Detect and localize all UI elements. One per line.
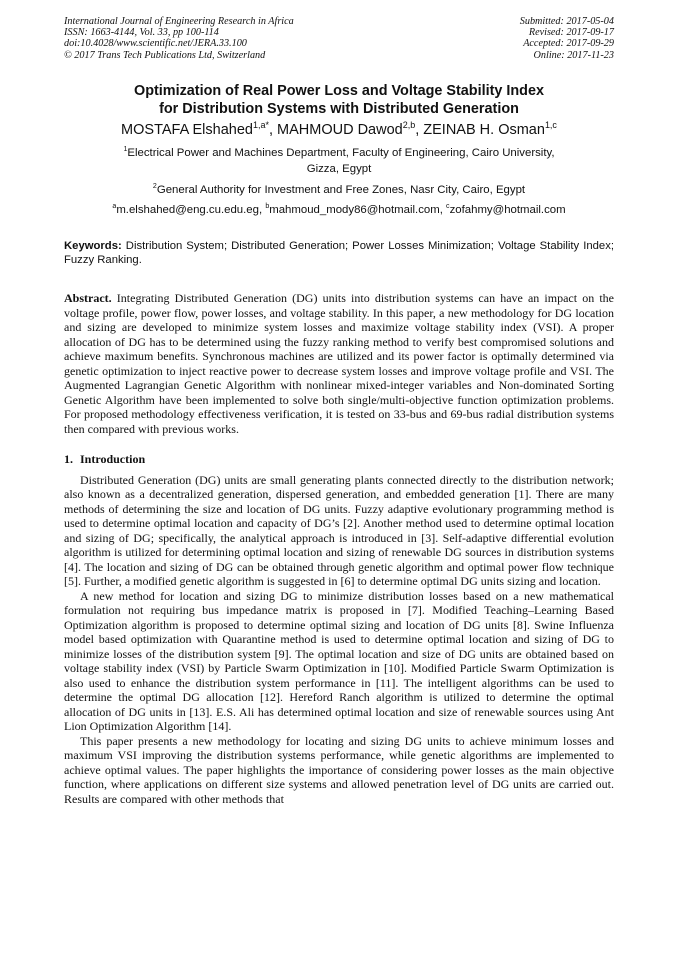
author-name: ZEINAB H. Osman [423,121,545,138]
email-link[interactable]: m.elshahed@eng.cu.edu.eg, [116,203,266,216]
affiliation-1 [64,145,614,177]
body-paragraph: Distributed Generation (DG) units are small generating plants connected directly to the distribution network; also known as a decentralized generation, dispersed generation, and embedded generation [1]. There are many methods of determining the size and location of DG units. Fuzzy adaptive evolutionary programming method is used to determine optimal location and capacity of DG’s [2]. Another method used to determine optimal location and sizing of DG; specifically, the analytical approach is introduced in [3]. Self-adaptive differential evolution algorithm is utilized for determining optimal location and sizing of renewable DG sources in distribution systems [4]. The location and sizing of DG can be obtained through genetic algorithm and optimal power flow technique [5]. Further, a modified genetic algorithm is suggested in [6] to determine optimal DG units sizing and location. [64,472,614,588]
affiliation-text: General Authority for Investment and Free Zones, Nasr City, Cairo, Egypt [156,183,526,196]
affiliation-superscript: 2 [152,183,157,191]
affiliation-2 [64,182,614,198]
submission-dates [520,16,614,61]
email-superscript: a [112,203,117,211]
email-superscript: c [446,203,450,211]
affiliation-text: Electrical Power and Machines Department, Faculty of Engineering, Cairo University, [127,146,555,159]
title-line-2: for Distribution Systems with Distributed Generation [159,100,519,117]
title-line-1: Optimization of Real Power Loss and Voltage Stability Index [134,82,544,99]
author-name: MOSTAFA Elshahed [121,121,253,138]
section-heading-introduction [64,452,614,467]
author-list [64,121,614,139]
doi-line: doi:10.4028/www.scientific.net/JERA.33.100 [64,38,247,50]
journal-name: International Journal of Engineering Research in Africa [64,16,294,27]
author-superscript: 1,a* [252,119,269,130]
section-number: 1. [64,452,73,466]
abstract-text: Integrating Distributed Generation (DG) units into distribution systems can have an impact on the voltage profile, power flow, power losses, and voltage stability. In this paper, a new methodology for DG location and sizing are developed to minimize system losses and maximize voltage stability index (VSI). A proper allocation of DG has to be determined using the fuzzy ranking method to verify best compromised solutions and achieve maximum benefits. Synchronous machines are utilized and its power factor is optimally determined via genetic optimization to inject reactive power to decrease system losses and improve voltage profile and VSI. The Augmented Lagrangian Genetic Algorithm with nonlinear mixed-integer variables and Non-dominated Sorting Genetic Algorithm have been implemented to solve both single/multi-objective function optimization problems. For proposed methodology effectiveness verification, it is tested on 33-bus and 69-bus radial distribution systems then compared with previous works. [64,291,615,436]
body-paragraph: This paper presents a new methodology for locating and sizing DG units to achieve minimum losses and maximum VSI improving the distribution systems performance, while genetic algorithms are implemented to achieve optimal values. The paper highlights the importance of considering power losses as the main objective function, where applications on different size systems and allowed penetration level of DG units are carried out. Results are compared with other methods that [64,733,614,806]
keywords-label: Keywords: [64,239,122,252]
author-emails [64,202,614,218]
author-superscript: 2,b [402,119,416,130]
submitted-date: Submitted: 2017-05-04 [519,16,614,27]
author-separator: , [415,121,424,138]
abstract-label: Abstract. [64,291,112,305]
body-paragraph: A new method for location and sizing DG to minimize distribution losses based on a new mathematical formulation not requiring bus impedance matrix is proposed in [7]. Modified Teaching–Learning Based Optimization algorithm is proposed to determine optimal sizing and location of DG units [8]. Swine Influenza model based optimization with Quarantine method is used to determine optimal location and sizing of DG to minimize losses of the distribution system [9]. The optimal location and size of DG units are obtained based on voltage stability index (VSI) by Particle Swarm Optimization in [10]. Modified Particle Swarm Optimization is also used to enhance the distribution system performance in [11]. The intelligent algorithms can be used to determine the optimal DG allocation [12]. Hereford Ranch algorithm is utilized to determine the optimal allocation of DG units in [13]. E.S. Ali has determined optimal location and size of renewable sources using Ant Lion Optimization Algorithm [14]. [64,588,614,733]
email-link[interactable]: zofahmy@hotmail.com [449,203,566,216]
email-superscript: b [265,203,270,211]
author-superscript: 1,c [544,119,557,130]
keywords-text: Distribution System; Distributed Generation; Power Losses Minimization; Voltage Stability Index; Fuzzy Ranking. [64,239,614,267]
paper-title [64,82,614,118]
accepted-date: Accepted: 2017-09-29 [523,38,614,50]
affiliation-text: Gizza, Egypt [306,162,372,175]
author-separator: , [268,121,278,138]
abstract [64,291,614,436]
online-date: Online: 2017-11-23 [533,49,614,61]
affiliation-superscript: 1 [123,146,128,154]
keywords [64,239,614,268]
author-name: MAHMOUD Dawod [277,121,403,138]
email-link[interactable]: mahmoud_mody86@hotmail.com, [269,203,447,216]
section-title: Introduction [80,452,146,466]
journal-info [64,16,294,61]
copyright-line: © 2017 Trans Tech Publications Ltd, Switzerland [64,49,266,61]
issn-line: ISSN: 1663-4144, Vol. 33, pp 100-114 [64,27,219,39]
journal-header [64,16,614,61]
revised-date: Revised: 2017-09-17 [528,27,614,39]
